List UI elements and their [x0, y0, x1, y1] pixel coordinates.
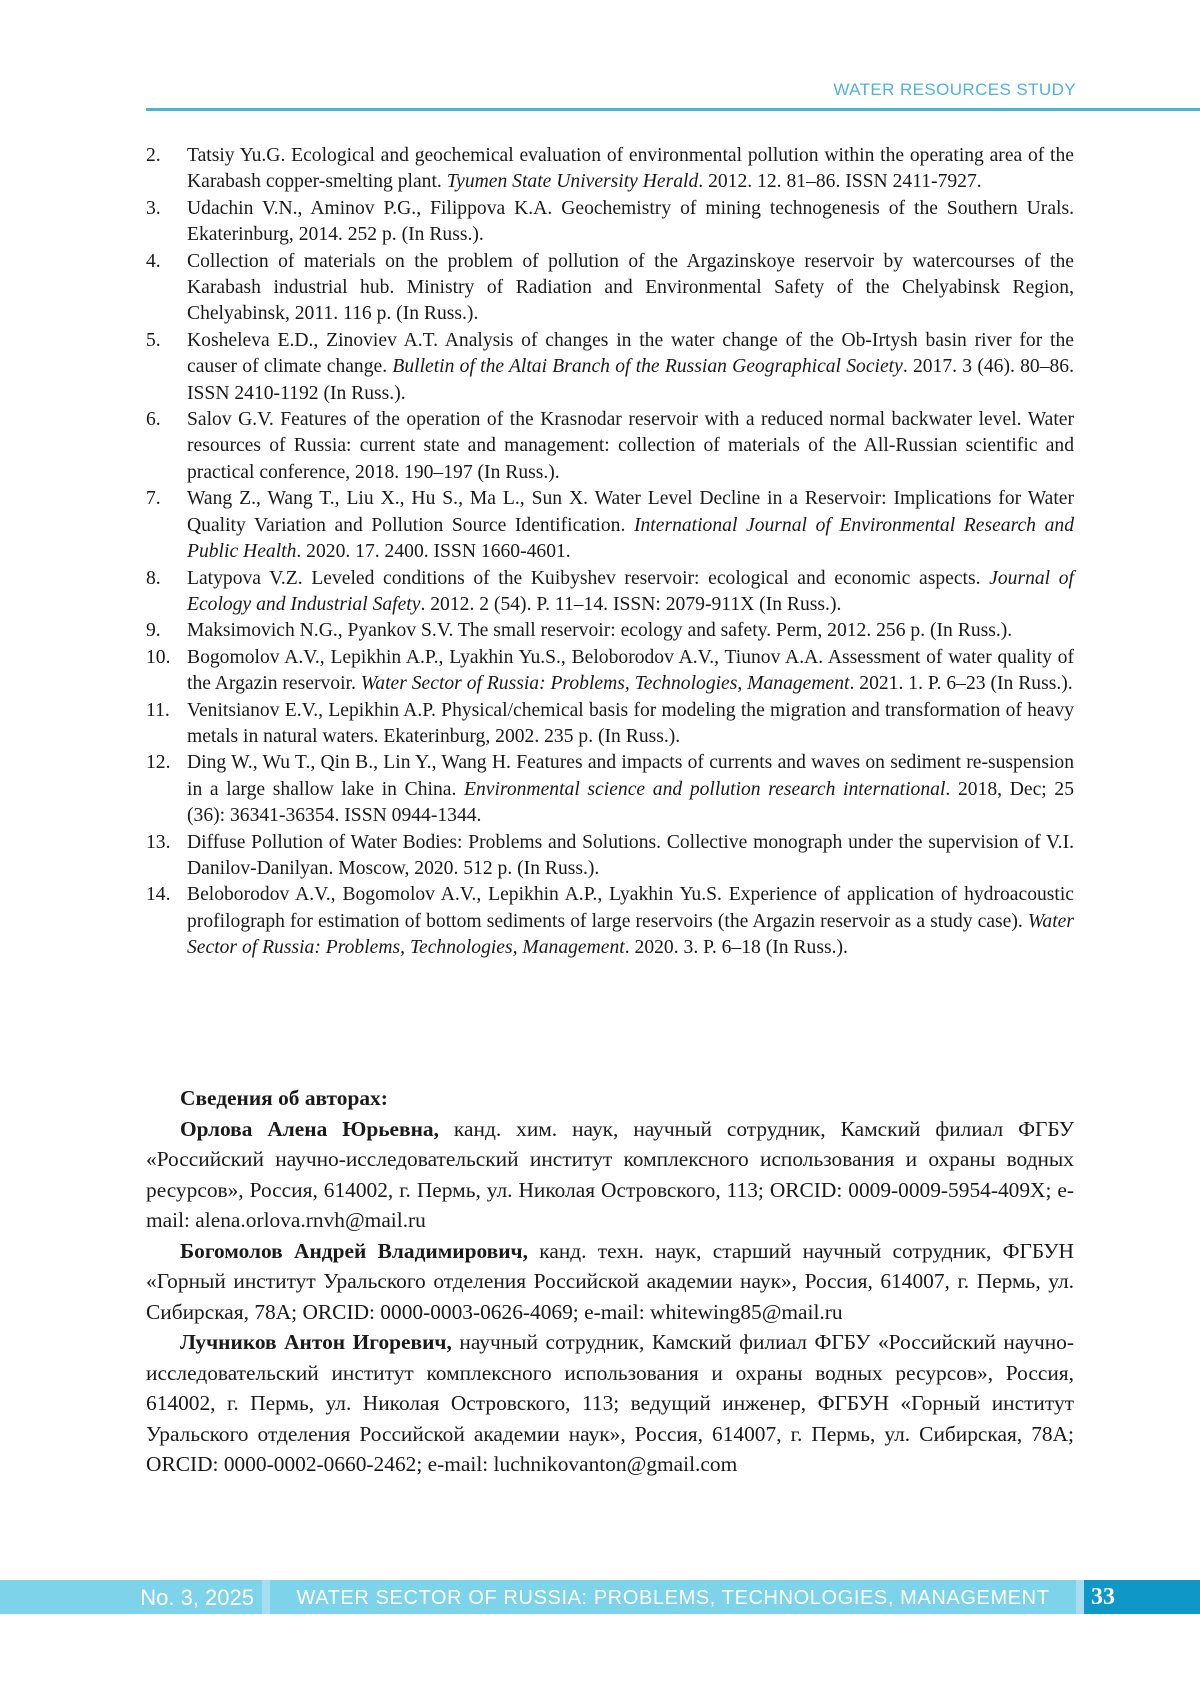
author-name: Богомолов Андрей Владимирович,	[180, 1238, 528, 1263]
reference-number: 7.	[146, 488, 161, 510]
reference-text: Tatsiy Yu.G. Ecological and geochemical evaluation of environmental pollution within the operating area of the Karabash copper-smelting plant.	[187, 145, 1074, 193]
reference-text: Wang Z., Wang T., Liu X., Hu S., Ma L., Sun X. Water Level Decline in a Reservoir: Implications for Water Quality Variation and Pollution Source Identification.	[187, 488, 1074, 536]
reference-journal: Tyumen State University Herald	[446, 171, 699, 193]
author-entry	[146, 1327, 1074, 1480]
reference-item	[146, 566, 1074, 619]
reference-text: Bogomolov A.V., Lepikhin A.P., Lyakhin Yu.S., Beloborodov A.V., Tiunov A.A. Assessment of water quality of the Argazin reservoir.	[187, 646, 1074, 695]
reference-tail: . 2012. 12. 81–86. ISSN 2411-7927.	[698, 171, 982, 193]
reference-number: 9.	[146, 620, 161, 642]
reference-text: Venitsianov E.V., Lepikhin A.P. Physical/chemical basis for modeling the migration and transformation of heavy metals in natural waters. Ekaterinburg, 2002. 235 p. (In Russ.).	[187, 699, 1074, 747]
reference-number: 4.	[146, 250, 161, 272]
reference-text: Diffuse Pollution of Water Bodies: Problems and Solutions. Collective monograph under the supervision of V.I. Danilov-Danilyan. Moscow, 2020. 512 p. (In Russ.).	[187, 831, 1074, 879]
reference-journal: Water Sector of Russia: Problems, Technologies, Management	[187, 910, 1074, 959]
author-entry	[146, 1236, 1074, 1328]
reference-journal: Bulletin of the Altai Branch of the Russian Geographical Society	[392, 356, 903, 378]
reference-text: Collection of materials on the problem of pollution of the Argazinskoye reservoir by watercourses of the Karabash industrial hub. Ministry of Radiation and Environmental Safety of the Chelyabinsk Region, Chelyabinsk, 2011. 116 p. (In Russ.).	[187, 250, 1074, 325]
reference-journal: Water Sector of Russia: Problems, Technologies, Management	[360, 673, 850, 695]
reference-number: 8.	[146, 567, 161, 589]
reference-text: Salov G.V. Features of the operation of the Krasnodar reservoir with a reduced normal backwater level. Water resources of Russia: current state and management: collection of materials of the All-Russian scientific and practical conference, 2018. 190–197 (In Russ.).	[187, 409, 1074, 483]
reference-number: 14.	[146, 884, 171, 906]
journal-title: WATER SECTOR OF RUSSIA: PROBLEMS, TECHNOLOGIES, MANAGEMENT	[270, 1580, 1076, 1614]
reference-text: Udachin V.N., Aminov P.G., Filippova K.A. Geochemistry of mining technogenesis of the Southern Urals. Ekaterinburg, 2014. 252 p. (In Russ.).	[187, 197, 1074, 246]
reference-list	[146, 143, 1074, 962]
reference-text: Beloborodov A.V., Bogomolov A.V., Lepikhin A.P., Lyakhin Yu.S. Experience of application of hydroacoustic profilograph for estimation of bottom sediments of large reservoirs (the Argazin reservoir as a study case).	[187, 884, 1074, 932]
reference-item	[146, 407, 1074, 486]
reference-item	[146, 882, 1074, 961]
reference-tail: . 2017. 3 (46). 80–86. ISSN 2410-1192 (In Russ.).	[187, 356, 1074, 404]
author-info-heading-text: Сведения об авторах:	[180, 1086, 388, 1110]
reference-number: 12.	[146, 752, 171, 774]
reference-item	[146, 143, 1074, 196]
reference-text: Maksimovich N.G., Pyankov S.V. The small reservoir: ecology and safety. Perm, 2012. 256 p. (In Russ.).	[187, 620, 1013, 642]
reference-number: 10.	[146, 646, 171, 668]
reference-number: 2.	[146, 145, 161, 166]
author-details: научный сотрудник, Камский филиал ФГБУ «Российский научно-исследовательский институт комплексного использования и охраны водных ресурсов», Россия, 614002, г. Пермь, ул. Николая Островского, 113; ведущий инженер, ФГБУН «Горный институт Уральского отделения Российской академии наук», Россия, 614007, г. Пермь, ул. Сибирская, 78А; ORCID: 0000-0002-0660-2462; e-mail: luchnikovanton@gmail.com	[146, 1330, 1075, 1476]
reference-number: 3.	[146, 197, 161, 219]
reference-text: Kosheleva E.D., Zinoviev A.T. Analysis of changes in the water change of the Ob-Irtysh basin river for the causer of climate change.	[187, 329, 1074, 378]
reference-item	[146, 830, 1074, 883]
reference-item	[146, 249, 1074, 328]
reference-item	[146, 618, 1074, 644]
reference-text: Latypova V.Z. Leveled conditions of the Kuibyshev reservoir: ecological and economic aspects.	[187, 567, 990, 589]
reference-journal: Environmental science and pollution research international	[464, 778, 946, 800]
reference-item	[146, 750, 1074, 829]
reference-item	[146, 196, 1074, 249]
reference-item	[146, 645, 1074, 698]
reference-number: 13.	[146, 831, 171, 853]
author-info-section	[146, 1083, 1074, 1480]
author-details: канд. техн. наук, старший научный сотрудник, ФГБУН «Горный институт Уральского отделения Российской академии наук», Россия, 614007, г. Пермь, ул. Сибирская, 78А; ORCID: 0000-0003-0626-4069; e-mail: whitewing85@mail.ru	[146, 1238, 1075, 1324]
reference-number: 5.	[146, 329, 161, 351]
author-entry	[146, 1114, 1074, 1236]
reference-item	[146, 698, 1074, 751]
page-number: 33	[1084, 1580, 1200, 1614]
reference-tail: . 2020. 3. P. 6–18 (In Russ.).	[624, 937, 848, 959]
reference-journal: Journal of Ecology and Industrial Safety	[187, 567, 1074, 615]
reference-text: Ding W., Wu T., Qin B., Lin Y., Wang H. Features and impacts of currents and waves on sediment re-suspension in a large shallow lake in China.	[187, 752, 1074, 800]
reference-item	[146, 328, 1074, 407]
reference-tail: . 2018, Dec; 25 (36): 36341-36354. ISSN 0944-1344.	[187, 778, 1074, 827]
reference-tail: . 2021. 1. P. 6–23 (In Russ.).	[849, 673, 1073, 695]
header-rule	[146, 108, 1200, 111]
section-title: WATER RESOURCES STUDY	[833, 80, 1076, 99]
reference-journal: International Journal of Environmental Research and Public Health	[187, 514, 1074, 563]
reference-number: 11.	[146, 699, 170, 721]
issue-number: No. 3, 2025	[0, 1580, 262, 1614]
author-info-heading	[146, 1083, 1074, 1114]
reference-tail: . 2012. 2 (54). P. 11–14. ISSN: 2079-911X (In Russ.).	[420, 593, 842, 615]
reference-item	[146, 486, 1074, 565]
reference-tail: . 2020. 17. 2400. ISSN 1660-4601.	[296, 541, 571, 563]
author-name: Орлова Алена Юрьевна,	[180, 1116, 439, 1141]
reference-number: 6.	[146, 409, 161, 431]
author-details: канд. хим. наук, научный сотрудник, Камский филиал ФГБУ «Российский научно-исследовательский институт комплексного использования и охраны водных ресурсов», Россия, 614002, г. Пермь, ул. Николая Островского, 113; ORCID: 0009-0009-5954-409X; e-mail: alena.orlova.rnvh@mail.ru	[146, 1116, 1075, 1232]
author-name: Лучников Антон Игоревич,	[180, 1330, 452, 1354]
